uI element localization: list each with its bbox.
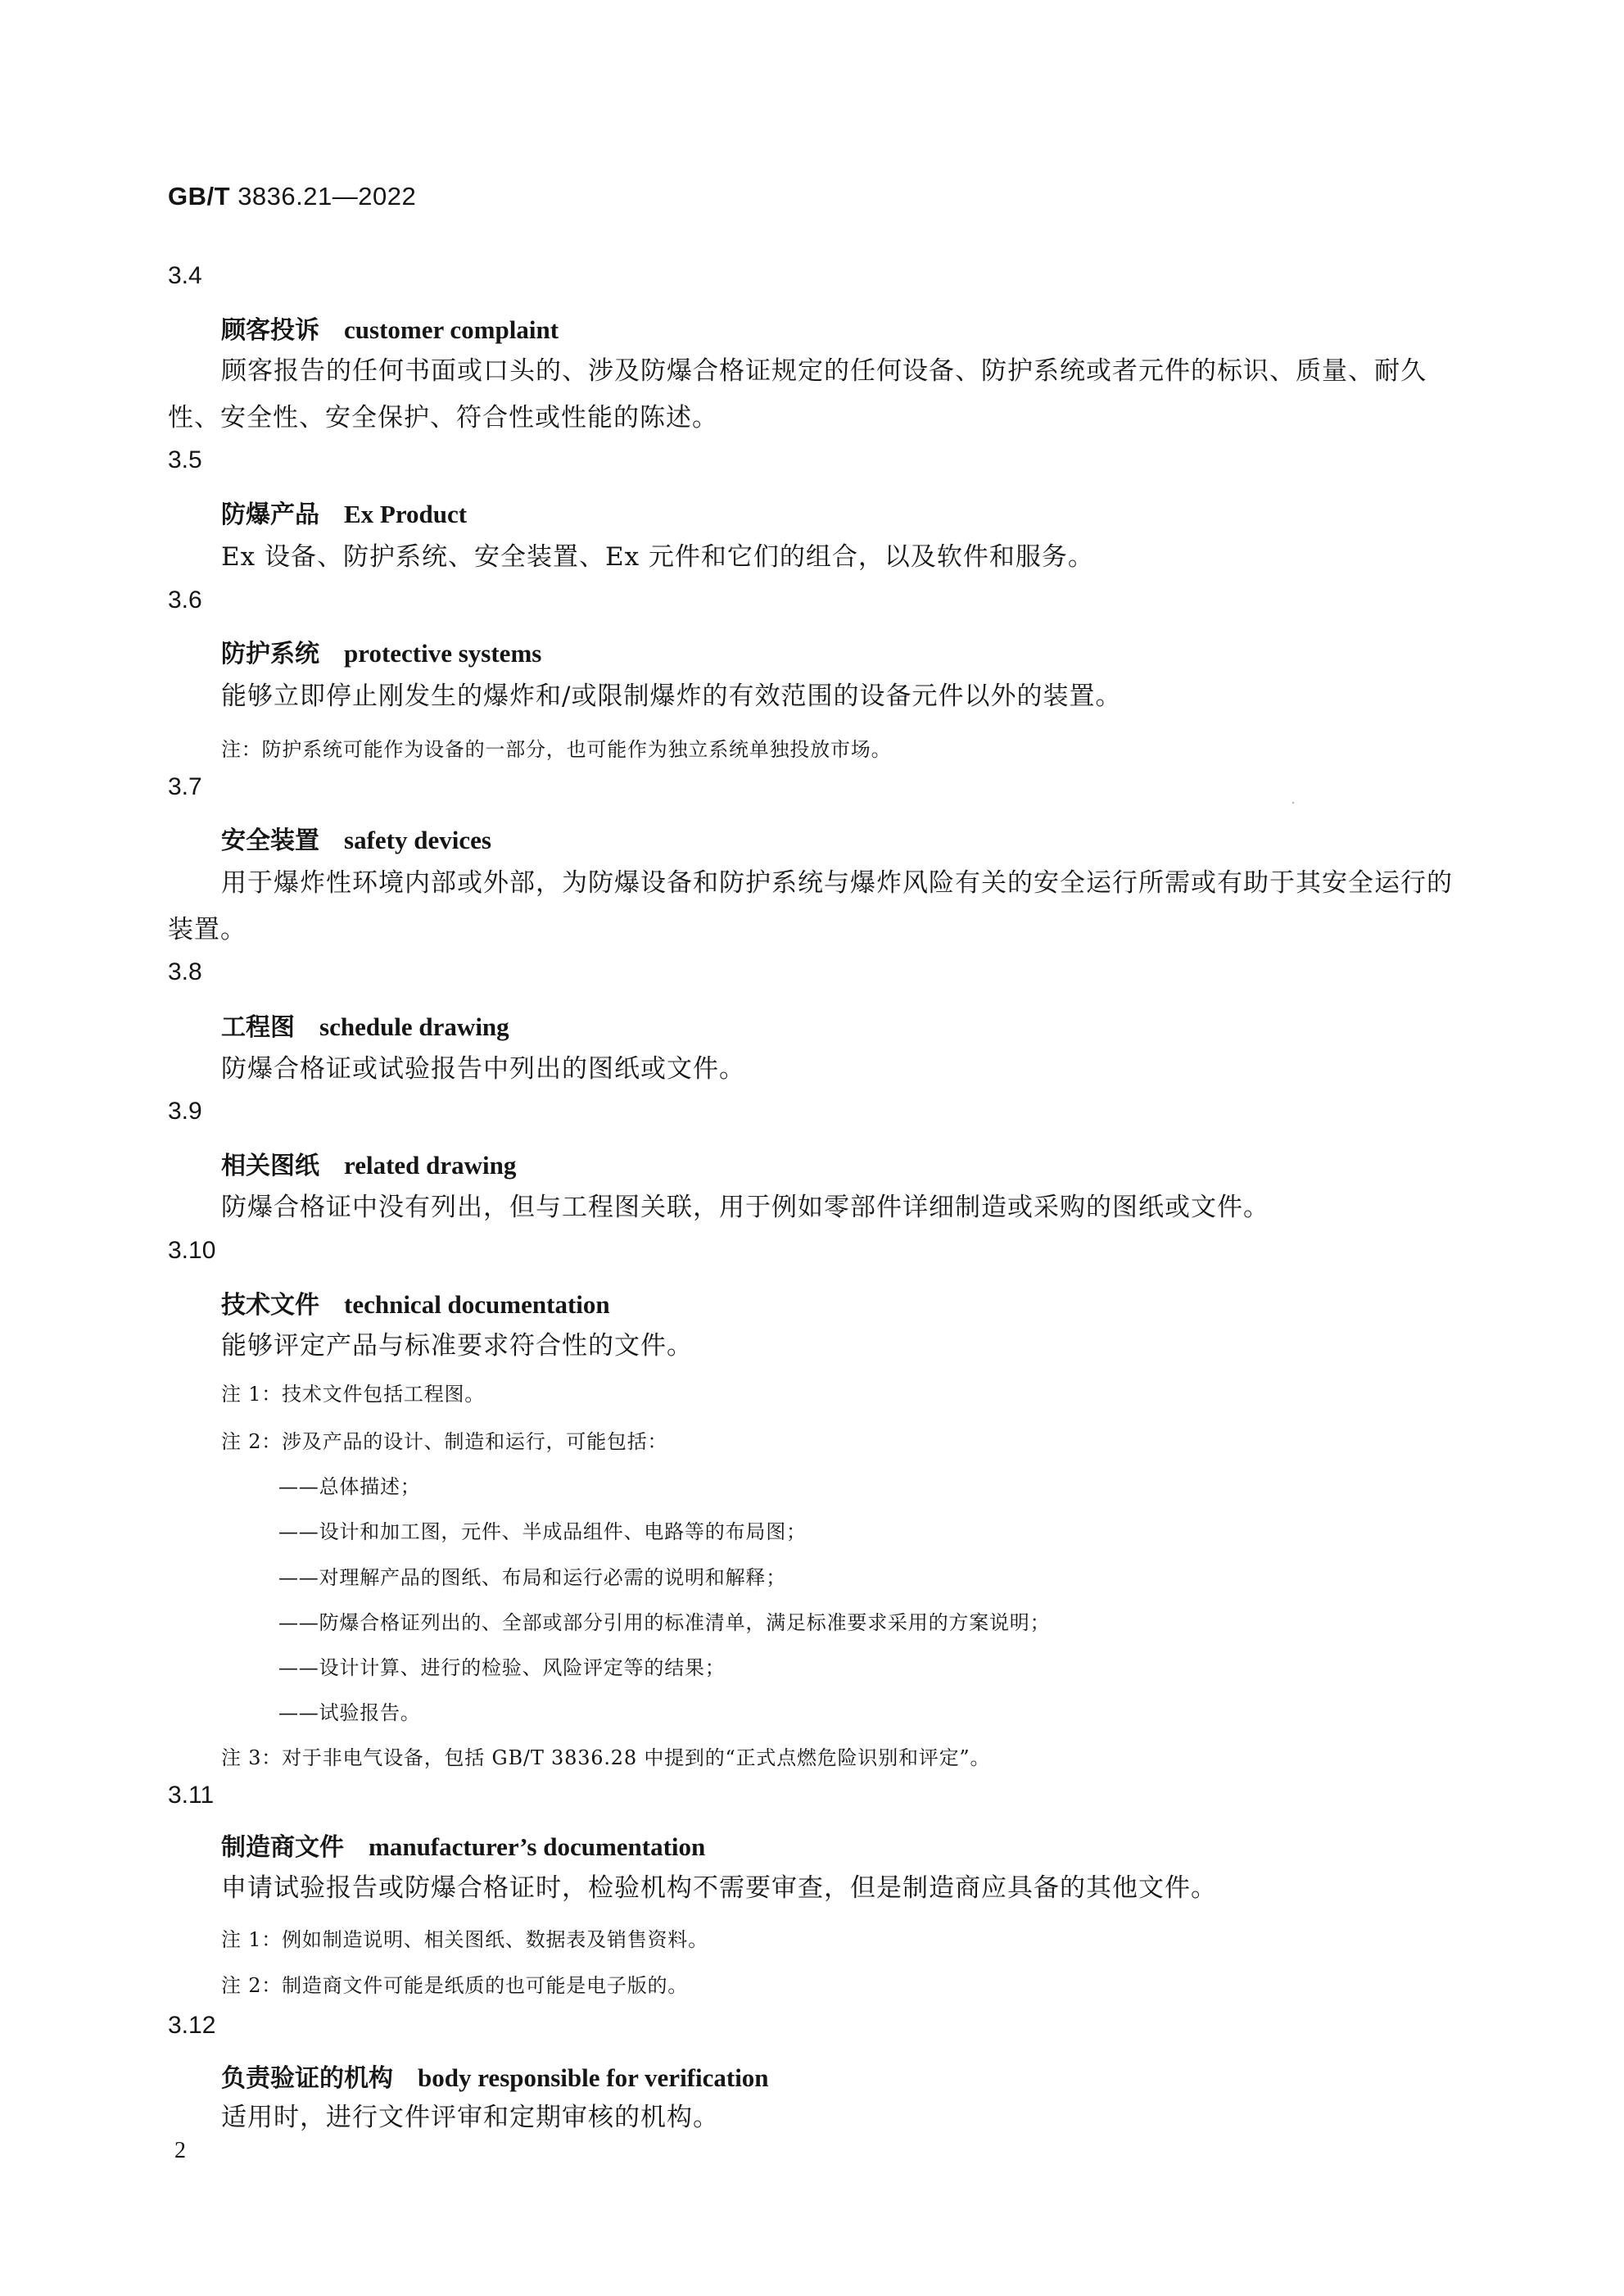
term-definition: 能够立即停止刚发生的爆炸和/或限制爆炸的有效范围的设备元件以外的装置。 [221, 682, 1122, 711]
term-definition: 防爆合格证中没有列出，但与工程图关联，用于例如零部件详细制造或采购的图纸或文件。 [221, 1193, 1269, 1222]
term-note: 注 1：例如制造说明、相关图纸、数据表及销售资料。 [221, 1928, 708, 1951]
term-note: 注 2：制造商文件可能是纸质的也可能是电子版的。 [221, 1974, 689, 1997]
term-title-zh: 技术文件 [221, 1291, 319, 1320]
term-title-zh: 顾客投诉 [221, 316, 319, 345]
term-number: 3.9 [168, 1098, 202, 1125]
page-number: 2 [174, 2138, 186, 2163]
term-definition: 适用时，进行文件评审和定期审核的机构。 [221, 2103, 719, 2132]
scan-speck [1292, 802, 1294, 804]
standard-number: 3836.21—2022 [237, 182, 417, 211]
term-number: 3.12 [168, 2012, 216, 2039]
term-title [221, 633, 541, 669]
term-number: 3.4 [168, 262, 202, 289]
term-title-zh: 工程图 [221, 1013, 295, 1042]
term-title-zh: 负责验证的机构 [221, 2064, 393, 2093]
term-number: 3.11 [168, 1782, 215, 1809]
note-list-item: ——设计和加工图，元件、半成品组件、电路等的布局图； [278, 1520, 807, 1543]
term-title-en: safety devices [344, 826, 491, 854]
note-list-item: ——试验报告。 [278, 1701, 421, 1724]
term-title-en: body responsible for verification [418, 2063, 769, 2092]
term-title [221, 1284, 610, 1320]
term-title [221, 1827, 705, 1863]
term-note: 注 2：涉及产品的设计、制造和运行，可能包括： [221, 1430, 668, 1453]
note-list-item: ——防爆合格证列出的、全部或部分引用的标准清单，满足标准要求采用的方案说明； [278, 1611, 1051, 1634]
term-definition: 防爆合格证或试验报告中列出的图纸或文件。 [221, 1054, 745, 1084]
note-list-item: ——设计计算、进行的检验、风险评定等的结果； [278, 1656, 726, 1679]
term-definition: 用于爆炸性环境内部或外部，为防爆设备和防护系统与爆炸风险有关的安全运行所需或有助于其安全运行的装置。 [168, 868, 1453, 944]
term-title [221, 310, 559, 346]
term-title [221, 2058, 769, 2094]
term-title-zh: 制造商文件 [221, 1833, 344, 1862]
term-title [221, 820, 491, 856]
term-number: 3.10 [168, 1237, 216, 1264]
term-number: 3.6 [168, 586, 202, 614]
term-number: 3.8 [168, 958, 202, 985]
term-number: 3.7 [168, 773, 202, 800]
term-definition: 能够评定产品与标准要求符合性的文件。 [221, 1331, 693, 1361]
term-definition: Ex 设备、防护系统、安全装置、Ex 元件和它们的组合，以及软件和服务。 [221, 542, 1094, 572]
term-title-en: schedule drawing [319, 1012, 509, 1041]
note-list-item: ——总体描述； [278, 1475, 421, 1498]
term-title-en: technical documentation [344, 1290, 610, 1319]
term-title-zh: 防爆产品 [221, 500, 319, 529]
term-title-en: protective systems [344, 639, 542, 668]
term-title [221, 1145, 516, 1181]
standard-code: GB/T [168, 182, 231, 211]
term-note: 注 3：对于非电气设备，包括 GB/T 3836.28 中提到的“正式点燃危险识别和评定”。 [221, 1746, 991, 1769]
term-title-en: customer complaint [344, 315, 559, 344]
term-title-en: Ex Product [344, 500, 468, 528]
term-title-en: manufacturer’s documentation [369, 1832, 706, 1861]
term-title-zh: 防护系统 [221, 640, 319, 668]
term-title [221, 1007, 509, 1043]
term-definition: 顾客报告的任何书面或口头的、涉及防爆合格证规定的任何设备、防护系统或者元件的标识、质量、耐久性、安全性、安全保护、符合性或性能的陈述。 [168, 356, 1427, 432]
term-note: 注：防护系统可能作为设备的一部分，也可能作为独立系统单独投放市场。 [221, 738, 892, 761]
term-title-zh: 安全装置 [221, 826, 319, 855]
note-list-item: ——对理解产品的图纸、布局和运行必需的说明和解释； [278, 1566, 786, 1589]
term-number: 3.5 [168, 446, 202, 473]
term-note: 注 1：技术文件包括工程图。 [221, 1383, 486, 1406]
standard-header [168, 182, 416, 211]
term-title [221, 494, 467, 530]
term-title-zh: 相关图纸 [221, 1152, 319, 1180]
term-definition: 申请试验报告或防爆合格证时，检验机构不需要审查，但是制造商应具备的其他文件。 [221, 1873, 1217, 1903]
term-title-en: related drawing [344, 1151, 517, 1180]
